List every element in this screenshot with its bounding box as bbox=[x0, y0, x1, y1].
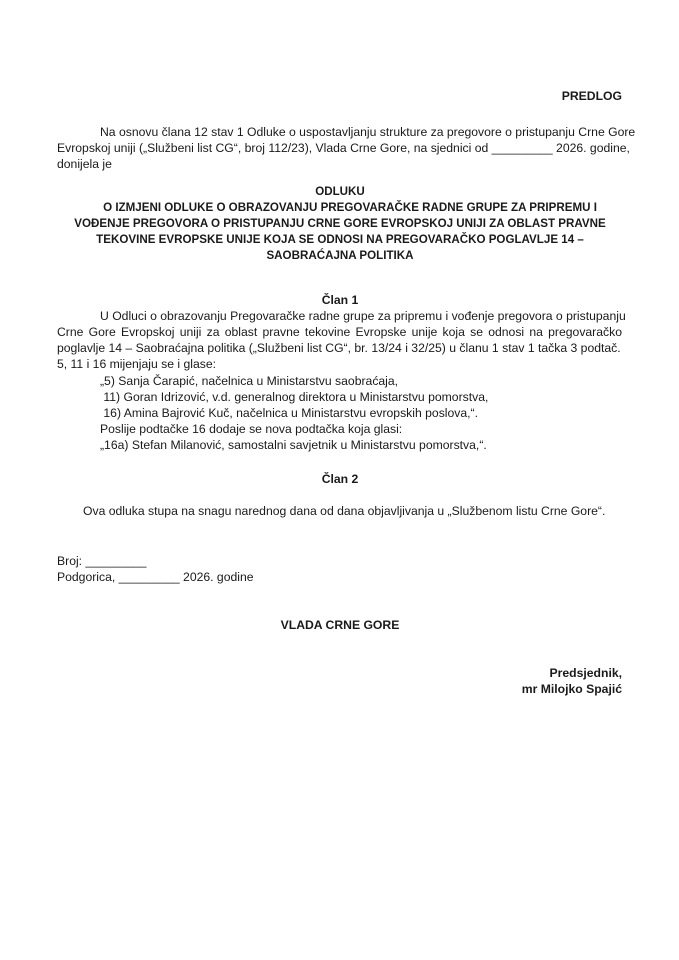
preamble-line: donijela je bbox=[57, 157, 112, 171]
signatory-title: Predsjednik, bbox=[549, 666, 622, 680]
signatory-name: mr Milojko Spajić bbox=[521, 682, 622, 696]
government-name: VLADA CRNE GORE bbox=[280, 618, 400, 632]
article-1-heading: Član 1 bbox=[321, 293, 359, 307]
article-1-line: poglavlje 14 – Saobraćajna politika („Službeni list CG“, br. 13/24 i 32/25) u članu 1 stav 1 tačka 3 podtač. bbox=[57, 341, 621, 355]
decision-title-line: SAOBRAĆAJNA POLITIKA bbox=[266, 249, 414, 262]
number-line: Broj: _________ bbox=[57, 554, 147, 568]
preamble-line: Evropskoj uniji („Službeni list CG“, broj 112/23), Vlada Crne Gore, na sjednici od _________ 2026. godine, bbox=[57, 141, 630, 155]
preamble-line: Na osnovu člana 12 stav 1 Odluke o uspostavljanju strukture za pregovore o pristupanju Crne Gore bbox=[100, 125, 636, 139]
article-2-heading: Član 2 bbox=[321, 472, 359, 486]
decision-title-line: VOĐENJE PREGOVORA O PRISTUPANJU CRNE GORE EVROPSKOJ UNIJI ZA OBLAST PRAVNE bbox=[74, 217, 606, 230]
article-1-line: 5, 11 i 16 mijenjaju se i glase: bbox=[57, 357, 216, 371]
article-1-addition-intro: Poslije podtačke 16 dodaje se nova podtačka koja glasi: bbox=[100, 422, 403, 436]
article-1-line: U Odluci o obrazovanju Pregovaračke radne grupe za pripremu i vođenje pregovora o pristupanju bbox=[100, 309, 626, 323]
article-1-item: „5) Sanja Čarapić, načelnica u Ministarstvu saobraćaja, bbox=[100, 374, 399, 388]
decision-title-line: O IZMJENI ODLUKE O OBRAZOVANJU PREGOVARAČKE RADNE GRUPE ZA PRIPREMU I bbox=[103, 201, 597, 214]
proposal-label: PREDLOG bbox=[561, 89, 622, 103]
article-2-text: Ova odluka stupa na snagu narednog dana od dana objavljivanja u „Službenom listu Crne Gore“. bbox=[83, 504, 606, 518]
article-1-item: 16) Amina Bajrović Kuč, načelnica u Ministarstvu evropskih poslova,“. bbox=[100, 406, 478, 420]
article-1-addition-item: „16a) Stefan Milanović, samostalni savjetnik u Ministarstvu pomorstva,“. bbox=[100, 438, 487, 452]
decision-title-line: TEKOVINE EVROPSKE UNIJE KOJA SE ODNOSI NA PREGOVARAČKO POGLAVLJE 14 – bbox=[96, 233, 584, 246]
article-1-item: 11) Goran Idrizović, v.d. generalnog direktora u Ministarstvu pomorstva, bbox=[100, 390, 489, 404]
place-date-line: Podgorica, _________ 2026. godine bbox=[57, 570, 254, 584]
article-1-line: Crne Gore Evropskoj uniji za oblast pravne tekovine Evropske unije koja se odnosi na pregovaračko bbox=[57, 325, 622, 339]
decision-heading: ODLUKU bbox=[315, 185, 365, 198]
